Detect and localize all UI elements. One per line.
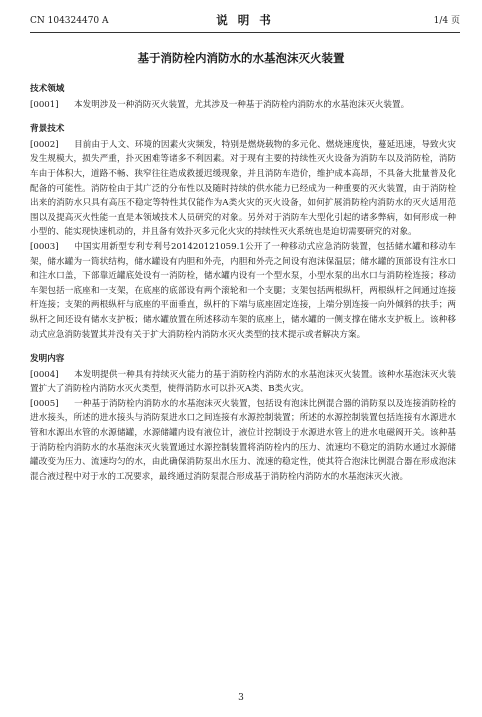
page-number: 3 [238, 693, 244, 703]
section-heading-invention: 发明内容 [30, 354, 65, 365]
section-heading-tech-field: 技术领域 [30, 84, 65, 94]
patent-id: CN 104324470 A [30, 16, 109, 26]
paragraph-0004 [30, 368, 456, 397]
paragraph-number: [0004] [30, 369, 59, 380]
page-header [30, 13, 460, 29]
paragraph-0001 [30, 98, 456, 113]
paragraph-text: 一种基于消防栓内消防水的水基泡沫灭火装置，包括设有泡沫比例混合器的消防泵以及连接消防栓的进水接头，所述的进水接头与消防泵进水口之间连接有水源控制装置；所述的水源控制装置包括连接有水源进水管和水源出水管的水源储罐，水源储罐内设有液位计，液位计控制设于水源进水管上的进水电磁阀开关。该种基于消防栓内消防水的水基泡沫灭火装置通过水源控制装置将消防栓内的压力、流速均不稳定的消防水通过水源储罐改变为压力、流速均匀的水，由此确保消防泵出水压力、流速的稳定性，使其符合泡沫比例混合器在形成泡沫混合液过程中对于水的工况要求，最终通过消防泵混合形成基于消防栓内消防水的水基泡沫灭火液。 [30, 398, 456, 482]
doc-type: 说 明 书 [216, 13, 274, 27]
paragraph-number: [0005] [30, 398, 59, 409]
paragraph-text: 本发明涉及一种消防灭火装置，尤其涉及一种基于消防栓内消防水的水基泡沫灭火装置。 [74, 99, 410, 110]
paragraph-0003 [30, 240, 456, 342]
paragraph-text: 中国实用新型专利专利号201420121059.1公开了一种移动式应急消防装置，包括储水罐和移动车架，储水罐为一筒状结构，储水罐设有内胆和外壳，内胆和外壳之间设有泡沫保温层；储水罐的顶部设有注水口和注水口盖，下部靠近罐底处设有一消防栓，储水罐内设有一个型水泵，小型水泵的出水口与消防栓连接；移动车架包括一底座和一支架，在底座的底部设有两个滚轮和一个支腿；支架包括两根纵杆，两根纵杆之间通过连接杆连接；支架的两根纵杆与底座的平面垂直，纵杆的下端与底座固定连接，上端分别连接一向外倾斜的扶手；两纵杆之间还设有储水支护板；储水罐放置在所述移动车架的底座上，储水罐的一侧支撑在储水支护板上。该种移动式应急消防装置其并没有关于扩大消防栓内消防水灭火类型的技术提示或者解决方案。 [30, 241, 456, 340]
paragraph-0002 [30, 138, 456, 240]
paragraph-number: [0002] [30, 139, 59, 150]
document-body [30, 82, 456, 484]
paragraph-number: [0001] [30, 99, 59, 110]
paragraph-number: [0003] [30, 241, 59, 252]
page-indicator: 1/4 页 [433, 16, 460, 26]
section-heading-background: 背景技术 [30, 124, 65, 135]
paragraph-0005 [30, 397, 456, 485]
paragraph-text: 目前由于人文、环境的因素火灾频发，特别是燃烧载物的多元化、燃烧速度快，蔓延迅速，导致火灾发生规模大，损失严重，扑灭困难等诸多不利因素。对于现有主要的持续性灭火设备为消防车以及消防栓，消防车由于体积大，道路不畅、狭窄往往造成救援迟缓现象，并且消防车造价，维护成本高昂，不具备大批量普及化配备的可能性。消防栓由于其广泛的分布性以及随时持续的供水能力已经成为一种重要的灭火装置，由于消防栓出来的消防水只具有高压不稳定等特性其仅能作为A类火灾的灭火设备，如何扩展消防栓内消防水的灭火适用范围以及提高灭火性能一直是本领域技术人员研究的对象。另外对于消防车大型化引起的诸多弊病，如何形成一种小型的、能实现快速机动的，并且备有效扑灭多元化火灾的持续性灭火系统也是迫切需要研究的对象。 [30, 139, 456, 238]
document-title: 基于消防栓内消防水的水基泡沫灭火装置 [137, 51, 345, 65]
header-rule [30, 32, 460, 33]
paragraph-text: 本发明提供一种具有持续灭火能力的基于消防栓内消防水的水基泡沫灭火装置。该种水基泡沫灭火装置扩大了消防栓内消防水灭火类型，使得消防水可以扑灭A类、B类火灾。 [30, 369, 456, 395]
